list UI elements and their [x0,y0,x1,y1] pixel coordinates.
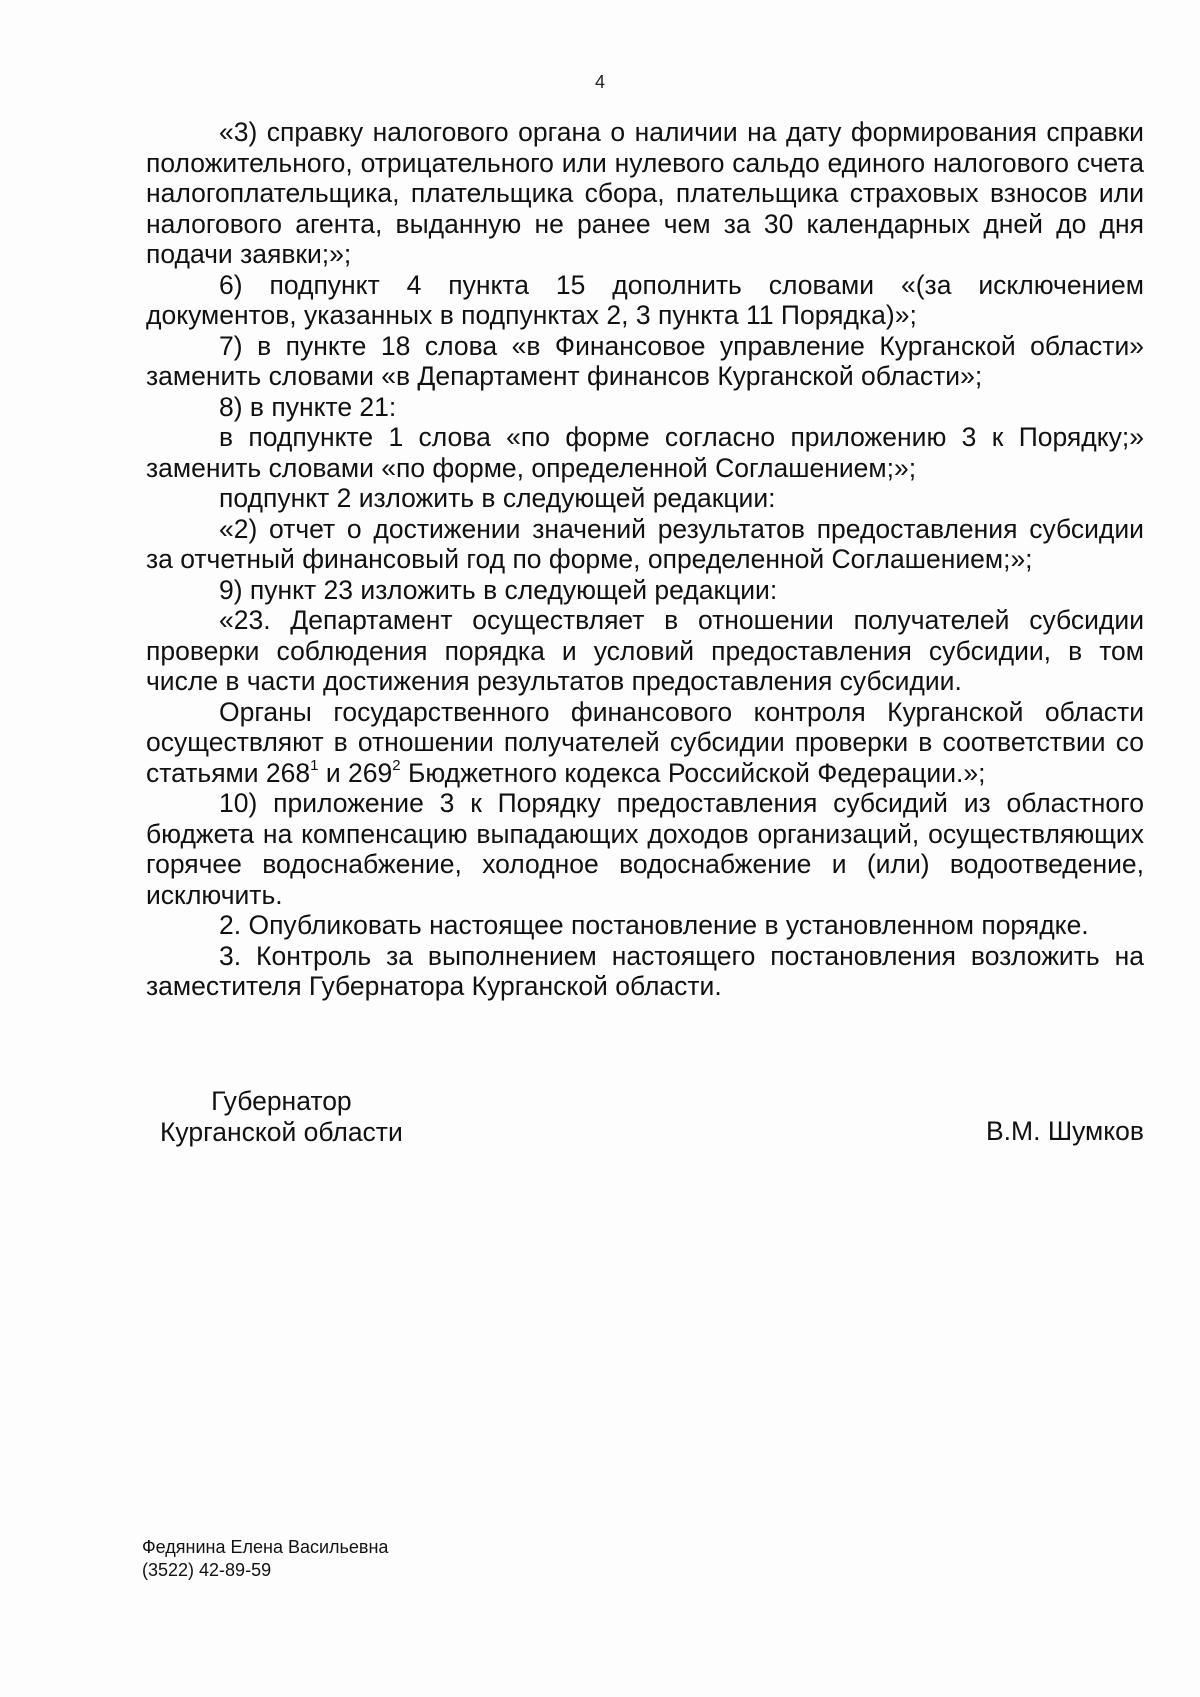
paragraph: «23. Департамент осуществляет в отношении получателей субсидии проверки соблюдения порядка и условий предоставления субсидии, в том числе в части достижения результатов предоставления субсидии. [146,605,1144,696]
paragraph: «2) отчет о достижении значений результатов предоставления субсидии за отчетный финансовый год по форме, определенной Соглашением;»; [146,513,1144,574]
position-line: Курганской области [160,1116,403,1147]
text-fragment: Бюджетного кодекса Российской Федерации.»; [400,757,986,788]
executor-info [142,1536,388,1582]
document-body [146,117,1144,1002]
page-number: 4 [594,72,605,92]
paragraph: подпункт 2 изложить в следующей редакции: [219,483,776,513]
paragraph: 2. Опубликовать настоящее постановление в установленном порядке. [219,910,1089,940]
superscript: 2 [392,756,401,774]
paragraph: 10) приложение 3 к Порядку предоставления субсидий из областного бюджета на компенсацию выпадающих доходов организаций, осуществляющих горячее водоснабжение, холодное водоснабжение и (или) водоотведение, исключить. [146,788,1144,910]
superscript: 1 [310,756,319,774]
paragraph: 9) пункт 23 изложить в следующей редакции: [219,574,778,605]
paragraph: «3) справку налогового органа о наличии на дату формирования справки положительного, отрицательного или нулевого сальдо единого налогового счета налогоплательщика, плательщика сбора, плательщика страховых взносов или налогового агента, выданную не ранее чем за 30 календарных дней до дня подачи заявки;»; [146,117,1144,269]
text-fragment: Органы государственного финансового контроля Курганской области осуществляют в отношении получателей субсидии проверки в соответствии со статьями 268 [146,696,1144,788]
executor-name: Федянина Елена Васильевна [142,1537,389,1557]
paragraph: 6) подпункт 4 пункта 15 дополнить словами «(за исключением документов, указанных в подпунктах 2, 3 пункта 11 Порядка)»; [146,269,1144,330]
paragraph-control-organs [146,697,1144,789]
signatory-name: В.М. Шумков [985,1116,1144,1146]
paragraph: 7) в пункте 18 слова «в Финансовое управление Курганской области» заменить словами «в Департамент финансов Курганской области»; [146,330,1144,391]
executor-phone: (3522) 42-89-59 [142,1560,272,1580]
paragraph: 3. Контроль за выполнением настоящего постановления возложить на заместителя Губернатора Курганской области. [146,940,1144,1001]
position-line: Губернатор [211,1086,352,1116]
text-fragment: и 269 [318,757,393,788]
signatory-position [160,1086,403,1147]
paragraph: 8) в пункте 21: [219,391,397,422]
paragraph: в подпункте 1 слова «по форме согласно приложению 3 к Порядку;» заменить словами «по форме, определенной Соглашением;»; [146,422,1144,483]
